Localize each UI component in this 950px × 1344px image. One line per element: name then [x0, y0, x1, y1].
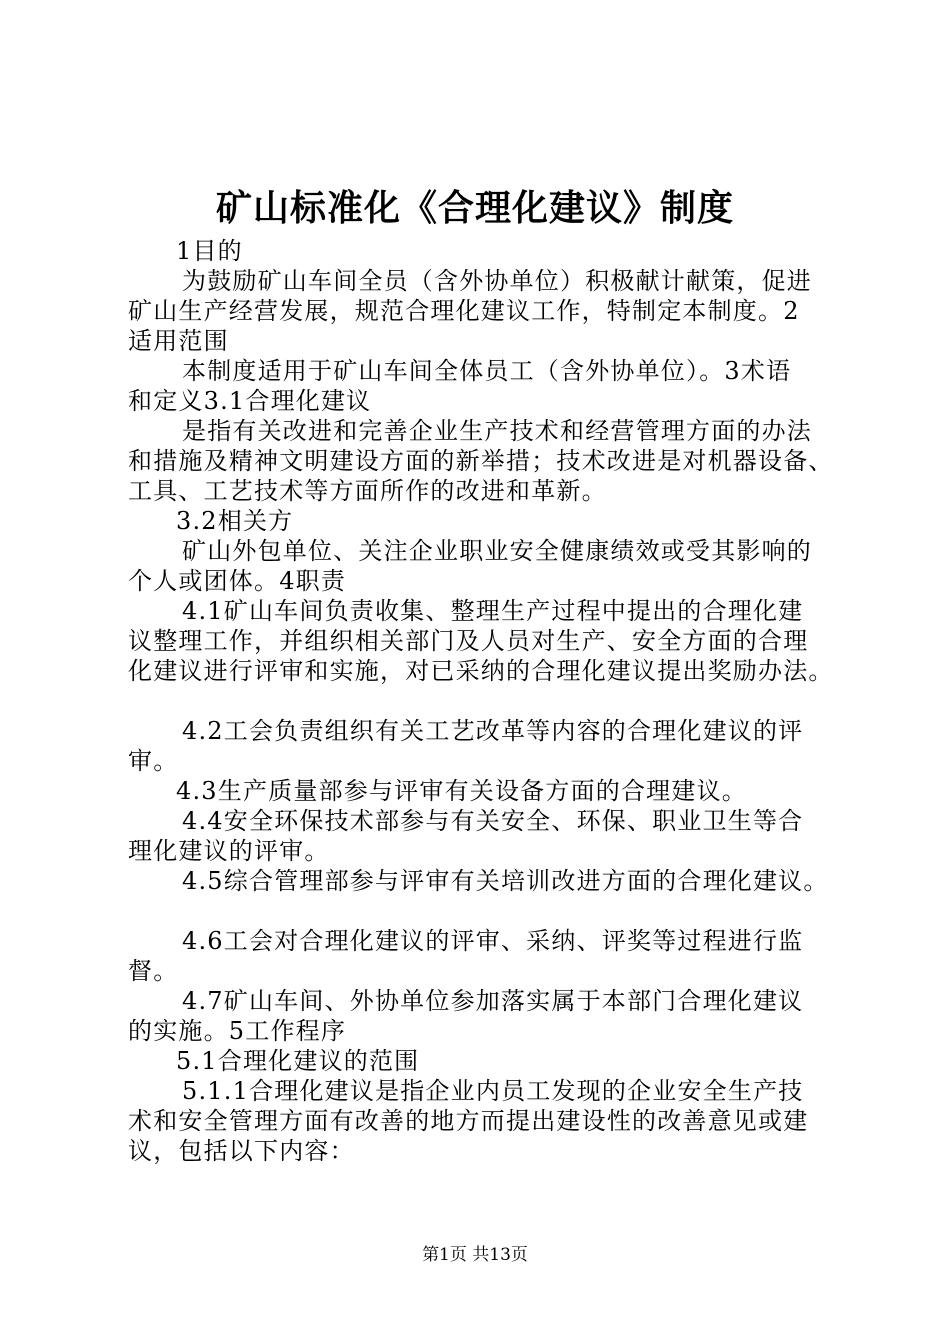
text-line: 适用范围	[128, 327, 229, 355]
text-line: 4.1矿山车间负责收集、整理生产过程中提出的合理化建	[182, 597, 804, 625]
text-line: 议，包括以下内容：	[128, 1137, 355, 1165]
text-line: 议整理工作，并组织相关部门及人员对生产、安全方面的合理	[128, 627, 809, 655]
text-line: 术和安全管理方面有改善的地方而提出建设性的改善意见或建	[128, 1107, 809, 1135]
text-line: 5.1合理化建议的范围	[176, 1047, 420, 1075]
text-line: 4.3生产质量部参与评审有关设备方面的合理建议。	[176, 777, 747, 805]
text-line: 和定义3.1合理化建议	[128, 387, 372, 415]
text-line: 为鼓励矿山车间全员（含外协单位）积极献计献策，促进	[182, 267, 812, 295]
document-title: 矿山标准化《合理化建议》制度	[215, 187, 734, 229]
blank-line	[128, 896, 850, 926]
text-line: 督。	[128, 957, 179, 985]
document-body	[128, 236, 850, 1166]
text-line: 1目的	[176, 237, 243, 265]
text-line: 个人或团体。4职责	[128, 567, 347, 595]
text-line: 4.7矿山车间、外协单位参加落实属于本部门合理化建议	[182, 987, 804, 1015]
text-line: 矿山生产经营发展，规范合理化建议工作，特制定本制度。2	[128, 297, 800, 325]
text-line: 5.1.1合理化建议是指企业内员工发现的企业安全生产技	[182, 1077, 804, 1105]
text-line: 4.2工会负责组织有关工艺改革等内容的合理化建议的评	[182, 717, 804, 745]
page-number: 第1页 共13页	[422, 1245, 528, 1265]
text-line: 工具、工艺技术等方面所作的改进和革新。	[128, 477, 607, 505]
blank-line	[128, 686, 850, 716]
text-line: 矿山外包单位、关注企业职业安全健康绩效或受其影响的	[182, 537, 812, 565]
text-line: 4.6工会对合理化建议的评审、采纳、评奖等过程进行监	[182, 927, 804, 955]
text-line: 4.4安全环保技术部参与有关安全、环保、职业卫生等合	[182, 807, 804, 835]
text-line: 本制度适用于矿山车间全体员工（含外协单位）。3术语	[182, 357, 792, 385]
text-line: 3.2相关方	[176, 507, 294, 535]
text-line: 的实施。5工作程序	[128, 1017, 347, 1045]
text-line: 理化建议的评审。	[128, 837, 330, 865]
text-line: 4.5综合管理部参与评审有关培训改进方面的合理化建议。	[182, 867, 829, 895]
text-line: 是指有关改进和完善企业生产技术和经营管理方面的办法	[182, 417, 812, 445]
text-line: 化建议进行评审和实施，对已采纳的合理化建议提出奖励办法。	[128, 657, 834, 685]
text-line: 和措施及精神文明建设方面的新举措；技术改进是对机器设备、	[128, 447, 834, 475]
text-line: 审。	[128, 747, 179, 775]
